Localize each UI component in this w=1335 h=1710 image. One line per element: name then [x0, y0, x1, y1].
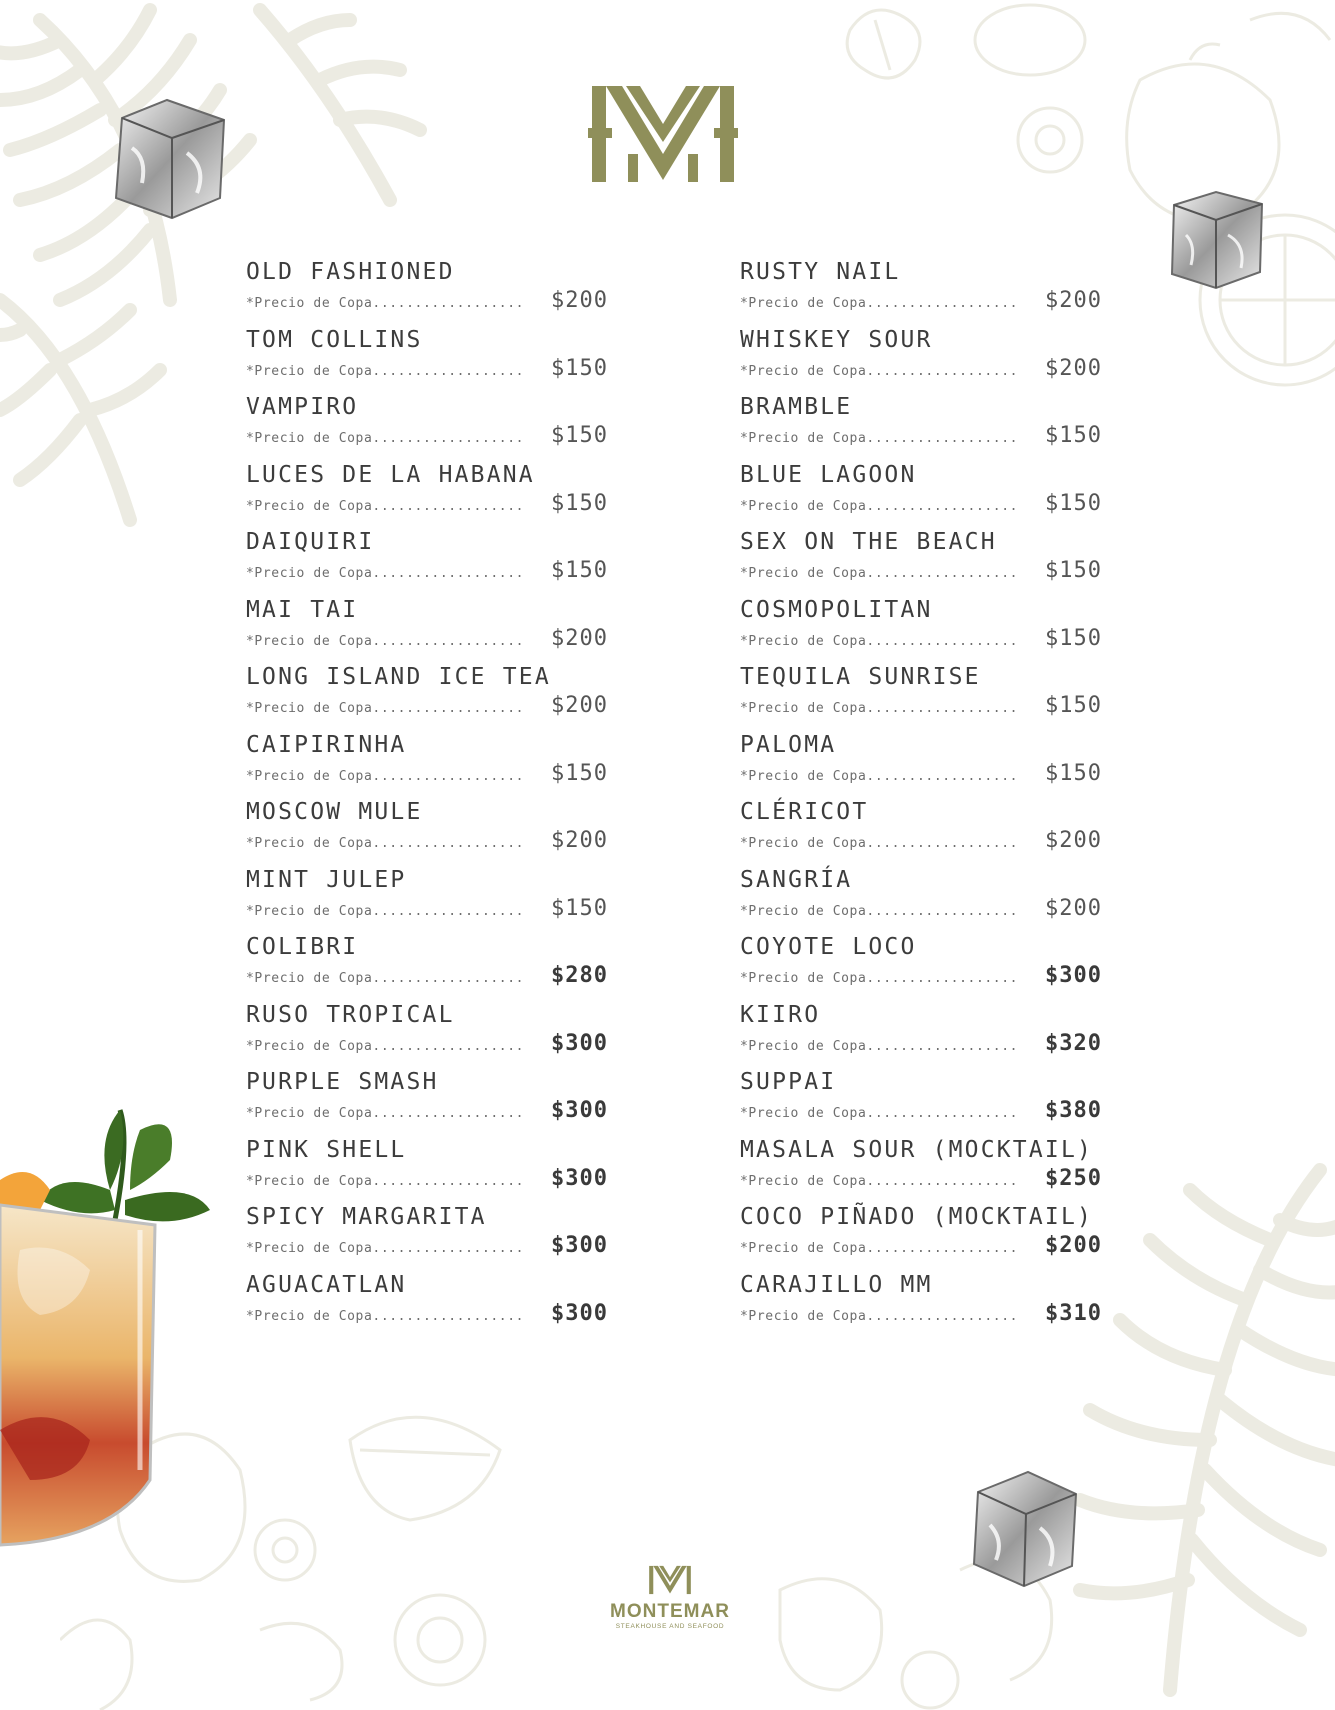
item-price-row — [246, 626, 608, 651]
item-note: *Precio de Copa.................. — [740, 971, 1019, 986]
item-name: COSMOPOLITAN — [740, 596, 933, 623]
menu-item — [740, 933, 1102, 1001]
item-price: $300 — [551, 1098, 608, 1123]
item-name: SPICY MARGARITA — [246, 1204, 487, 1230]
menu-item — [740, 258, 1102, 326]
item-name: PURPLE SMASH — [246, 1069, 439, 1095]
item-price: $150 — [1045, 693, 1102, 718]
item-price-row — [246, 1233, 608, 1258]
item-price: $150 — [551, 490, 608, 516]
menu-item — [740, 461, 1102, 529]
item-name: BRAMBLE — [740, 394, 853, 420]
item-price-row — [740, 423, 1102, 448]
item-note: *Precio de Copa.................. — [740, 836, 1019, 851]
item-note: *Precio de Copa.................. — [740, 633, 1019, 649]
item-price: $150 — [1045, 760, 1102, 786]
item-name: CLÉRICOT — [740, 799, 869, 825]
item-note: *Precio de Copa.................. — [246, 836, 525, 851]
cocktail-glass-image — [0, 1100, 220, 1560]
item-price: $150 — [1045, 558, 1102, 583]
menu-item — [246, 1068, 608, 1136]
item-name: VAMPIRO — [246, 394, 359, 420]
item-name: PINK SHELL — [246, 1136, 407, 1163]
item-price: $200 — [551, 288, 608, 313]
brand-logo — [588, 84, 738, 184]
menu-item — [246, 798, 608, 866]
item-price-row — [740, 491, 1102, 516]
menu-item — [740, 798, 1102, 866]
item-price-row — [246, 963, 608, 988]
item-name: COYOTE LOCO — [740, 934, 917, 960]
item-price-row — [246, 356, 608, 381]
item-note: *Precio de Copa.................. — [740, 903, 1019, 919]
menu-item — [740, 528, 1102, 596]
menu-item — [740, 663, 1102, 731]
item-name: SEX ON THE BEACH — [740, 529, 997, 555]
item-note: *Precio de Copa.................. — [740, 701, 1019, 716]
item-note: *Precio de Copa.................. — [740, 1308, 1019, 1324]
item-price-row — [246, 1301, 608, 1326]
item-note: *Precio de Copa.................. — [740, 1038, 1019, 1054]
item-price: $200 — [1045, 895, 1102, 921]
menu-item — [246, 933, 608, 1001]
item-price-row — [740, 963, 1102, 988]
item-price: $280 — [551, 963, 608, 988]
item-price-row — [740, 693, 1102, 718]
item-price-row — [740, 1233, 1102, 1258]
item-name: PALOMA — [740, 731, 837, 758]
footer-brand — [590, 1565, 750, 1630]
item-price: $150 — [1045, 490, 1102, 516]
item-price: $150 — [551, 760, 608, 786]
menu-item — [740, 596, 1102, 664]
item-price-row — [246, 1031, 608, 1056]
item-price: $150 — [551, 423, 608, 448]
item-price-row — [740, 1166, 1102, 1191]
item-price: $300 — [551, 1165, 608, 1191]
item-price-row — [246, 1098, 608, 1123]
menu-item — [740, 731, 1102, 799]
item-price-row — [740, 1031, 1102, 1056]
item-price: $310 — [1045, 1300, 1102, 1326]
item-note: *Precio de Copa.................. — [246, 566, 525, 581]
menu-item — [740, 326, 1102, 394]
item-name: DAIQUIRI — [246, 529, 375, 555]
item-name: MOSCOW MULE — [246, 799, 423, 825]
menu-item — [740, 1271, 1102, 1339]
item-name: KIIRO — [740, 1001, 821, 1028]
ice-cube-image — [968, 1470, 1080, 1588]
item-name: MINT JULEP — [246, 866, 407, 893]
item-price: $150 — [551, 558, 608, 583]
item-note: *Precio de Copa.................. — [246, 633, 525, 649]
item-note: *Precio de Copa.................. — [246, 363, 525, 379]
item-price-row — [246, 491, 608, 516]
menu-item — [246, 663, 608, 731]
item-note: *Precio de Copa.................. — [740, 431, 1019, 446]
menu-item — [740, 393, 1102, 461]
item-name: LONG ISLAND ICE TEA — [246, 664, 551, 690]
item-price: $200 — [1045, 355, 1102, 381]
menu-item — [246, 461, 608, 529]
menu-item — [740, 1001, 1102, 1069]
item-name: MAI TAI — [246, 596, 359, 623]
item-note: *Precio de Copa.................. — [246, 1106, 525, 1121]
item-price: $200 — [1045, 1233, 1102, 1258]
item-note: *Precio de Copa.................. — [246, 1308, 525, 1324]
item-name: AGUACATLAN — [246, 1271, 407, 1298]
item-price-row — [246, 558, 608, 583]
item-name: TOM COLLINS — [246, 326, 423, 353]
item-price: $150 — [1045, 625, 1102, 651]
item-price: $320 — [1045, 1030, 1102, 1056]
menu-item — [246, 258, 608, 326]
item-price-row — [740, 828, 1102, 853]
item-price: $300 — [551, 1030, 608, 1056]
item-price-row — [246, 761, 608, 786]
item-note: *Precio de Copa.................. — [246, 1241, 525, 1256]
brand-name: MONTEMAR — [610, 1601, 730, 1622]
item-note: *Precio de Copa.................. — [246, 971, 525, 986]
item-price-row — [740, 1301, 1102, 1326]
item-note: *Precio de Copa.................. — [246, 701, 525, 716]
item-note: *Precio de Copa.................. — [246, 768, 525, 784]
item-price-row — [246, 693, 608, 718]
brand-tagline: STEAKHOUSE AND SEAFOOD — [615, 1623, 725, 1630]
item-note: *Precio de Copa.................. — [740, 1106, 1019, 1121]
item-name: COLIBRI — [246, 934, 359, 960]
menu-item — [246, 393, 608, 461]
menu-item — [246, 866, 608, 934]
item-note: *Precio de Copa.................. — [246, 296, 525, 311]
item-name: LUCES DE LA HABANA — [246, 461, 535, 488]
menu-item — [740, 1136, 1102, 1204]
item-name: COCO PIÑADO (MOCKTAIL) — [740, 1204, 1094, 1230]
menu-item — [246, 528, 608, 596]
item-price: $150 — [551, 895, 608, 921]
ice-cube-image — [112, 98, 227, 220]
item-price: $200 — [1045, 828, 1102, 853]
item-name: CAIPIRINHA — [246, 731, 407, 758]
menu-item — [246, 326, 608, 394]
item-price-row — [740, 558, 1102, 583]
item-note: *Precio de Copa.................. — [246, 498, 525, 514]
item-note: *Precio de Copa.................. — [246, 1038, 525, 1054]
item-note: *Precio de Copa.................. — [740, 1173, 1019, 1189]
menu-item — [740, 1068, 1102, 1136]
item-note: *Precio de Copa.................. — [740, 498, 1019, 514]
item-price: $200 — [551, 693, 608, 718]
item-note: *Precio de Copa.................. — [246, 903, 525, 919]
item-price-row — [246, 423, 608, 448]
item-price: $150 — [1045, 423, 1102, 448]
item-note: *Precio de Copa.................. — [740, 1241, 1019, 1256]
item-price: $200 — [1045, 288, 1102, 313]
item-price-row — [246, 896, 608, 921]
item-note: *Precio de Copa.................. — [246, 1173, 525, 1189]
item-name: WHISKEY SOUR — [740, 326, 933, 353]
item-price-row — [246, 828, 608, 853]
item-note: *Precio de Copa.................. — [246, 431, 525, 446]
item-name: RUSTY NAIL — [740, 259, 901, 285]
item-price: $380 — [1045, 1098, 1102, 1123]
item-name: SUPPAI — [740, 1069, 837, 1095]
menu-column-left — [246, 258, 608, 1338]
item-name: SANGRÍA — [740, 866, 853, 893]
item-price: $200 — [551, 625, 608, 651]
menu-item — [740, 866, 1102, 934]
item-name: MASALA SOUR (MOCKTAIL) — [740, 1136, 1094, 1163]
item-name: OLD FASHIONED — [246, 259, 455, 285]
menu-item — [246, 596, 608, 664]
item-price: $300 — [551, 1233, 608, 1258]
item-price-row — [740, 626, 1102, 651]
item-note: *Precio de Copa.................. — [740, 296, 1019, 311]
item-price: $250 — [1045, 1165, 1102, 1191]
item-price: $200 — [551, 828, 608, 853]
item-note: *Precio de Copa.................. — [740, 363, 1019, 379]
item-name: BLUE LAGOON — [740, 461, 917, 488]
item-price-row — [246, 288, 608, 313]
item-name: CARAJILLO MM — [740, 1271, 933, 1298]
item-price-row — [246, 1166, 608, 1191]
item-note: *Precio de Copa.................. — [740, 566, 1019, 581]
item-price-row — [740, 761, 1102, 786]
menu-item — [246, 1271, 608, 1339]
item-price-row — [740, 1098, 1102, 1123]
menu-item — [740, 1203, 1102, 1271]
menu-item — [246, 1001, 608, 1069]
menu-item — [246, 1203, 608, 1271]
item-price-row — [740, 896, 1102, 921]
item-price: $150 — [551, 355, 608, 381]
menu-item — [246, 731, 608, 799]
ice-cube-image — [1166, 190, 1266, 290]
item-name: RUSO TROPICAL — [246, 1001, 455, 1028]
item-price: $300 — [1045, 963, 1102, 988]
item-note: *Precio de Copa.................. — [740, 768, 1019, 784]
item-price: $300 — [551, 1300, 608, 1326]
item-price-row — [740, 288, 1102, 313]
menu-item — [246, 1136, 608, 1204]
item-price-row — [740, 356, 1102, 381]
menu-column-right — [740, 258, 1102, 1338]
footer-logo — [648, 1565, 692, 1595]
item-name: TEQUILA SUNRISE — [740, 664, 981, 690]
